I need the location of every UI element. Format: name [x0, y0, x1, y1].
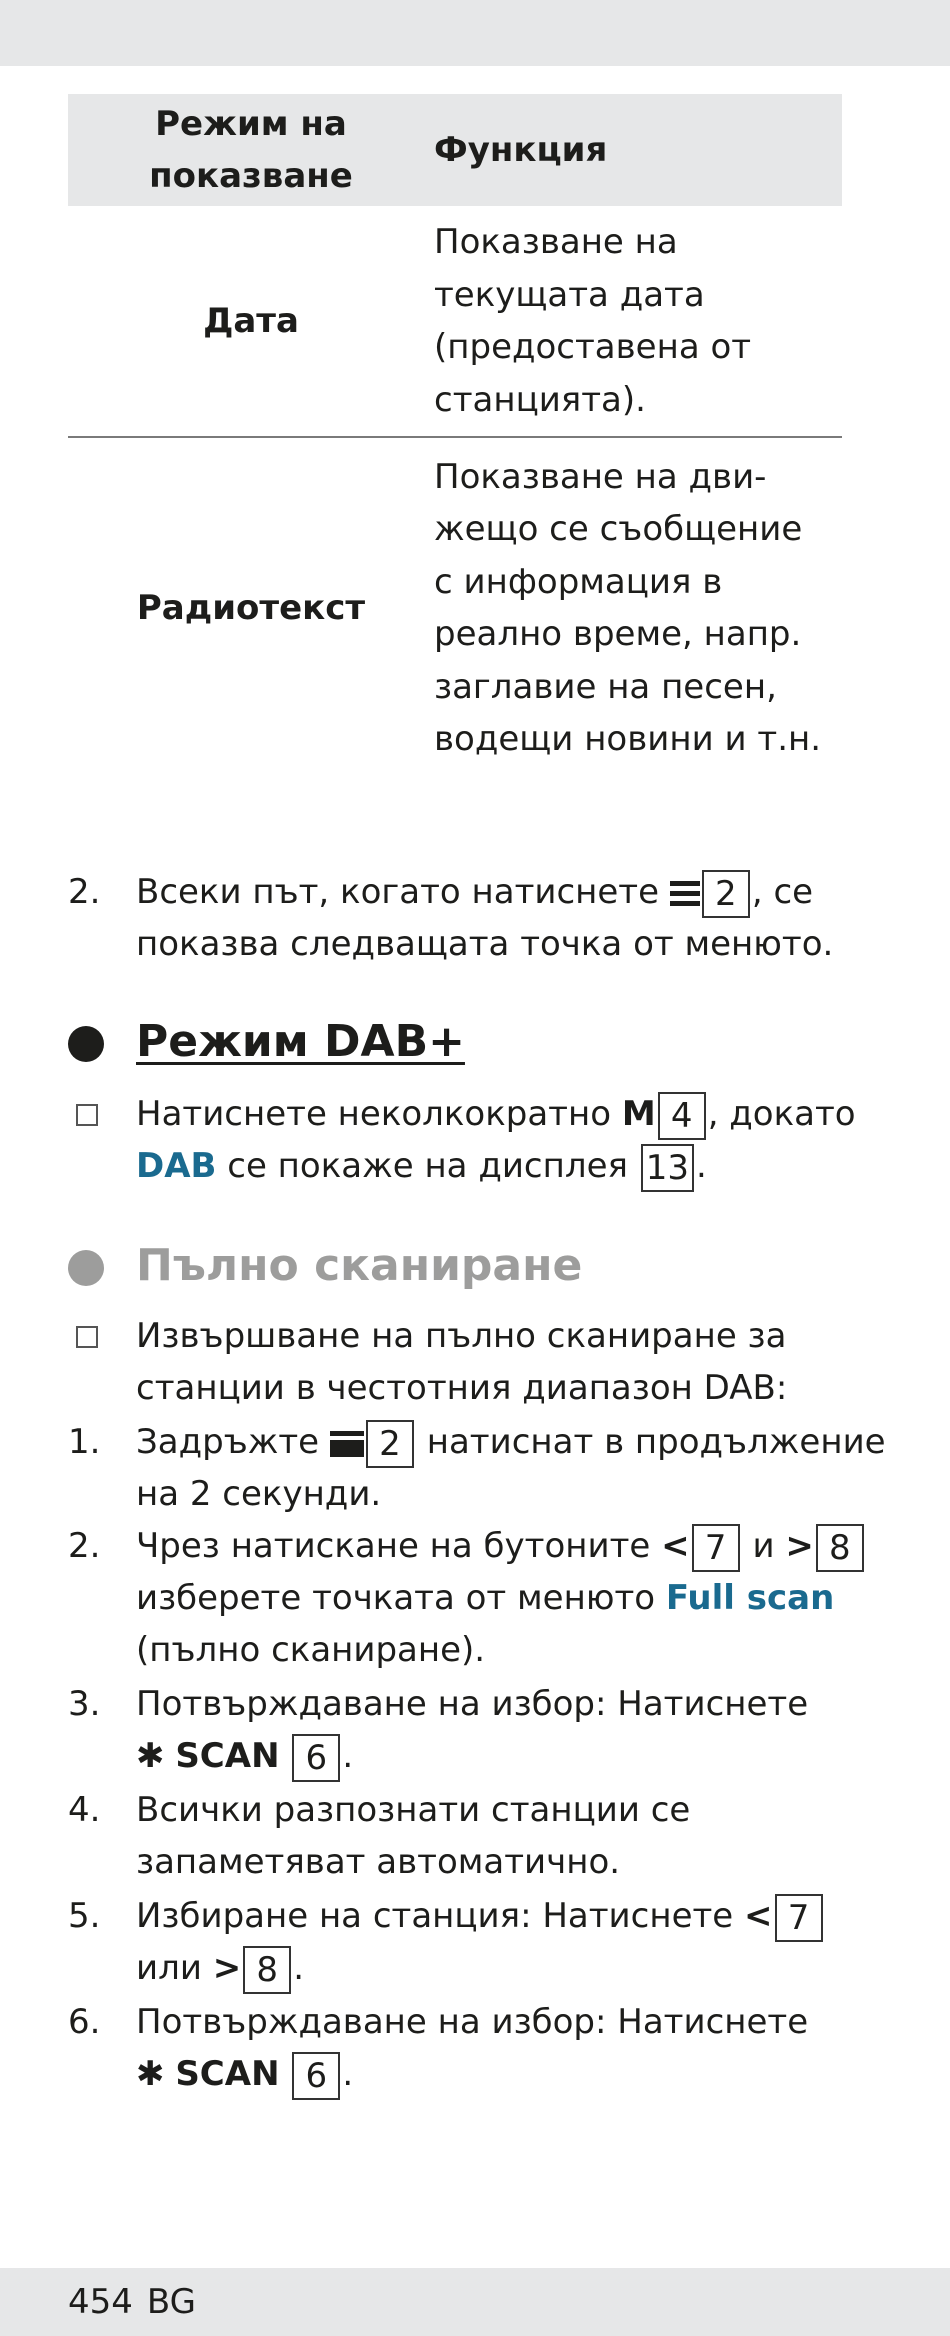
- step-text: запаметяват автоматично.: [136, 1842, 621, 1882]
- dab-display-text: DAB: [136, 1146, 217, 1186]
- header-mode: Режим на показване: [149, 104, 353, 196]
- intro-text: Извършване на пълно сканиране за: [136, 1316, 787, 1356]
- scan-step-6: [68, 1996, 868, 2102]
- step-text: и: [752, 1526, 775, 1566]
- step-number: 3.: [68, 1684, 101, 1724]
- step-text: Всеки път, когато натиснете: [136, 872, 660, 912]
- step-text: Потвърждаване на избор: Натиснете: [136, 2002, 809, 2042]
- instruction-text: се покаже на дисплея: [227, 1146, 628, 1186]
- instruction-text: .: [696, 1146, 707, 1186]
- step-number: 2.: [68, 872, 101, 912]
- step-text: .: [342, 2054, 354, 2094]
- page-footer: [68, 2280, 210, 2324]
- key-ref: 8: [816, 1524, 864, 1572]
- dab-instruction: [68, 1088, 868, 1198]
- step-text: или: [136, 1948, 202, 1988]
- key-ref: 2: [702, 870, 750, 918]
- language-code: BG: [146, 2282, 196, 2322]
- step-text: Потвърждаване на избор: Натиснете: [136, 1684, 809, 1724]
- page-number: 454: [68, 2282, 133, 2322]
- m-button-label: M: [621, 1094, 656, 1134]
- scan-step-2: [68, 1520, 868, 1678]
- step-text: изберете точката от менюто: [136, 1578, 656, 1618]
- step-number: 5.: [68, 1896, 101, 1936]
- header-function: Функция: [434, 130, 608, 170]
- heading-text: Режим DAB+: [136, 1016, 465, 1067]
- key-ref: 7: [692, 1524, 740, 1572]
- key-ref: 7: [775, 1894, 823, 1942]
- key-ref: 13: [641, 1144, 694, 1192]
- step-text: .: [293, 1948, 305, 1988]
- intro-text: станции в честотния диапазон DAB:: [136, 1368, 788, 1408]
- row-function: Показване на дви- жещо се съобщение с информация в реално време, напр. заглавие на песен, водещи новини и т.н.: [434, 456, 822, 759]
- step-2: [68, 866, 868, 976]
- step-text: Всички разпознати станции се: [136, 1790, 691, 1830]
- key-ref: 2: [366, 1420, 414, 1468]
- display-mode-table: [68, 94, 842, 778]
- checkbox-bullet-icon: [76, 1326, 98, 1348]
- step-text: Задръжте: [136, 1422, 320, 1462]
- table-row: [68, 206, 842, 438]
- step-text: показва следващата точка от менюто.: [136, 924, 834, 964]
- step-text: (пълно сканиране).: [136, 1630, 486, 1670]
- step-text: на 2 секунди.: [136, 1474, 382, 1514]
- scan-button-label: SCAN: [175, 2054, 280, 2094]
- checkbox-bullet-icon: [76, 1104, 98, 1126]
- scan-step-3: [68, 1678, 868, 1784]
- step-number: 1.: [68, 1422, 101, 1462]
- step-text: .: [342, 1736, 354, 1776]
- row-function: Показване на текущата дата (предоставена от станцията).: [434, 222, 752, 420]
- table-header: [68, 94, 842, 206]
- scan-step-5: [68, 1890, 868, 1996]
- scan-step-1: [68, 1416, 886, 1522]
- menu-item-text: Full scan: [665, 1578, 835, 1618]
- heading-text: Пълно сканиране: [136, 1240, 583, 1291]
- right-arrow-icon: >: [785, 1526, 814, 1566]
- scan-intro: [68, 1310, 868, 1416]
- bullet-icon: [68, 1026, 104, 1062]
- key-ref: 8: [243, 1946, 291, 1994]
- bluetooth-icon: ✱: [136, 1736, 165, 1776]
- left-arrow-icon: <: [744, 1896, 773, 1936]
- key-ref: 6: [292, 2052, 340, 2100]
- bullet-icon: [68, 1250, 104, 1286]
- step-text: Чрез натискане на бутоните: [136, 1526, 651, 1566]
- scan-button-label: SCAN: [175, 1736, 280, 1776]
- instruction-text: Натиснете неколкократно: [136, 1094, 612, 1134]
- key-ref: 6: [292, 1734, 340, 1782]
- key-ref: 4: [658, 1092, 706, 1140]
- menu-solid-icon: [330, 1431, 364, 1457]
- bluetooth-icon: ✱: [136, 2054, 165, 2094]
- right-arrow-icon: >: [212, 1948, 242, 1988]
- row-mode: Радиотекст: [136, 588, 366, 628]
- step-number: 4.: [68, 1790, 101, 1830]
- step-number: 2.: [68, 1526, 101, 1566]
- top-bar: [0, 0, 950, 66]
- scan-step-4: [68, 1784, 868, 1890]
- step-text: натиснат в продължение: [426, 1422, 886, 1462]
- left-arrow-icon: <: [661, 1526, 690, 1566]
- instruction-text: , докато: [707, 1094, 856, 1134]
- step-number: 6.: [68, 2002, 101, 2042]
- step-text: Избиране на станция: Натиснете: [136, 1896, 734, 1936]
- menu-icon: [670, 876, 700, 911]
- step-text: , се: [751, 872, 814, 912]
- row-mode: Дата: [203, 301, 299, 341]
- table-row: [68, 438, 842, 778]
